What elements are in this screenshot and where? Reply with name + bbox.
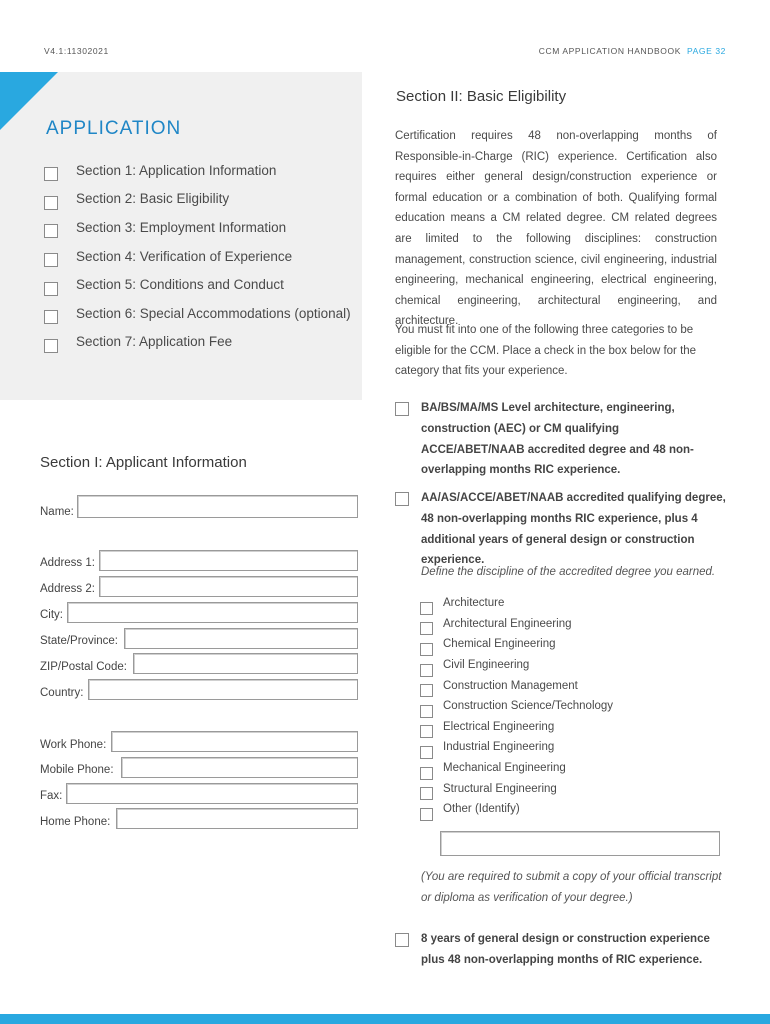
city-label: City: (40, 609, 63, 621)
section-7-checkbox[interactable] (44, 339, 58, 353)
discipline-item (420, 595, 613, 616)
discipline-item (420, 801, 613, 822)
discipline-checklist (420, 595, 613, 822)
work-phone-label: Work Phone: (40, 739, 107, 751)
civil-engineering-checkbox[interactable] (420, 664, 433, 677)
section-6-item (44, 303, 351, 332)
architectural-engineering-checkbox[interactable] (420, 622, 433, 635)
mechanical-engineering-checkbox[interactable] (420, 767, 433, 780)
section-5-label: Section 5: Conditions and Conduct (76, 277, 284, 293)
section-1-checkbox[interactable] (44, 167, 58, 181)
work-phone-input[interactable] (111, 731, 358, 752)
country-label: Country: (40, 687, 84, 699)
name-label: Name: (40, 506, 74, 518)
section-5-checkbox[interactable] (44, 282, 58, 296)
country-input[interactable] (88, 679, 358, 700)
category-2-label: AA/AS/ACCE/ABET/NAAB accredited qualifying degree, 48 non-overlapping months RIC experience, plus 4 additional years of general design or construction experience. (421, 492, 726, 567)
discipline-label: Structural Engineering (443, 782, 557, 795)
home-phone-label: Home Phone: (40, 816, 111, 828)
state-input[interactable] (124, 628, 358, 649)
category-2-checkbox[interactable] (395, 492, 409, 506)
eligibility-section-title: Section II: Basic Eligibility (396, 88, 567, 105)
address2-label: Address 2: (40, 583, 95, 595)
discipline-label: Other (Identify) (443, 803, 520, 816)
page-header (539, 46, 726, 56)
section-4-item (44, 246, 351, 275)
discipline-label: Construction Management (443, 679, 578, 692)
discipline-label: Industrial Engineering (443, 741, 555, 754)
discipline-item (420, 616, 613, 637)
handbook-title: CCM APPLICATION HANDBOOK (538, 46, 681, 56)
fax-label: Fax: (40, 790, 63, 802)
city-input[interactable] (67, 602, 358, 623)
section-6-checkbox[interactable] (44, 310, 58, 324)
section-7-label: Section 7: Application Fee (76, 334, 233, 350)
discipline-item (420, 677, 613, 698)
discipline-item (420, 719, 613, 740)
other-discipline-input[interactable] (440, 831, 720, 856)
section-3-checkbox[interactable] (44, 224, 58, 238)
discipline-label: Architecture (443, 597, 505, 610)
category-3-label: 8 years of general design or construction experience plus 48 non-overlapping months of RIC experience. (421, 933, 710, 966)
section-1-item (44, 160, 351, 189)
chemical-engineering-checkbox[interactable] (420, 643, 433, 656)
application-title: APPLICATION (46, 118, 182, 139)
category-1-checkbox[interactable] (395, 402, 409, 416)
discipline-item (420, 698, 613, 719)
discipline-item (420, 739, 613, 760)
mobile-phone-input[interactable] (121, 757, 358, 778)
discipline-item (420, 657, 613, 678)
category-1-label: BA/BS/MA/MS Level architecture, engineering, construction (AEC) or CM qualifying ACCE/ABET/NAAB accredited degree and 48 non-overlapping months RIC experience. (421, 402, 694, 477)
discipline-label: Architectural Engineering (443, 617, 572, 630)
discipline-item (420, 760, 613, 781)
home-phone-input[interactable] (116, 808, 358, 829)
transcript-note: (You are required to submit a copy of your official transcript or diploma as verification of your degree.) (421, 871, 722, 904)
electrical-engineering-checkbox[interactable] (420, 725, 433, 738)
state-label: State/Province: (40, 635, 118, 647)
structural-engineering-checkbox[interactable] (420, 787, 433, 800)
footer-bar (0, 1014, 770, 1024)
eligibility-intro-paragraph: Certification requires 48 non-overlapping months of Responsible-in-Charge (RIC) experience. Certification also requires either general design/construction experience or formal education or a combination of both. Qualifying formal education means a CM related degree. CM related degrees are limited to the following disciplines: construction management, construction science, civil engineering, industrial engineering, mechanical engineering, electrical engineering, chemical engineering, architectural engineering, and architecture. (395, 130, 717, 328)
mobile-phone-label: Mobile Phone: (40, 764, 114, 776)
application-sections-checklist (44, 160, 351, 360)
zip-input[interactable] (133, 653, 358, 674)
page-number: PAGE 32 (686, 46, 726, 56)
discipline-label: Construction Science/Technology (443, 700, 614, 713)
eligibility-instructions-paragraph: You must fit into one of the following three categories to be eligible for the CCM. Place a check in the box below for the category that fits your experience. (395, 324, 697, 378)
section-4-checkbox[interactable] (44, 253, 58, 267)
section-2-label: Section 2: Basic Eligibility (76, 191, 230, 207)
discipline-label: Chemical Engineering (443, 638, 556, 651)
section-3-item (44, 217, 351, 246)
discipline-item (420, 636, 613, 657)
address1-label: Address 1: (40, 557, 95, 569)
address1-input[interactable] (99, 550, 358, 571)
category-option-1 (395, 398, 725, 481)
version-label: V4.1:11302021 (44, 46, 109, 56)
category-3-checkbox[interactable] (395, 933, 409, 947)
section-2-checkbox[interactable] (44, 196, 58, 210)
section-5-item (44, 274, 351, 303)
architecture-checkbox[interactable] (420, 602, 433, 615)
discipline-label: Civil Engineering (443, 659, 530, 672)
discipline-label: Mechanical Engineering (443, 762, 566, 775)
fax-input[interactable] (66, 783, 358, 804)
discipline-instruction: Define the discipline of the accredited degree you earned. (421, 566, 716, 578)
section-6-label: Section 6: Special Accommodations (optional) (76, 305, 351, 321)
applicant-section-title: Section I: Applicant Information (40, 454, 247, 471)
address2-input[interactable] (99, 576, 358, 597)
discipline-label: Electrical Engineering (443, 720, 555, 733)
section-3-label: Section 3: Employment Information (76, 219, 287, 235)
industrial-engineering-checkbox[interactable] (420, 746, 433, 759)
category-option-2 (395, 488, 740, 571)
zip-label: ZIP/Postal Code: (40, 661, 127, 673)
other-checkbox[interactable] (420, 808, 433, 821)
section-1-label: Section 1: Application Information (76, 162, 277, 178)
section-4-label: Section 4: Verification of Experience (76, 248, 293, 264)
construction-science-checkbox[interactable] (420, 705, 433, 718)
section-2-item (44, 189, 351, 218)
discipline-item (420, 780, 613, 801)
section-7-item (44, 332, 351, 361)
name-input[interactable] (77, 495, 358, 518)
construction-management-checkbox[interactable] (420, 684, 433, 697)
category-option-3 (395, 929, 715, 971)
